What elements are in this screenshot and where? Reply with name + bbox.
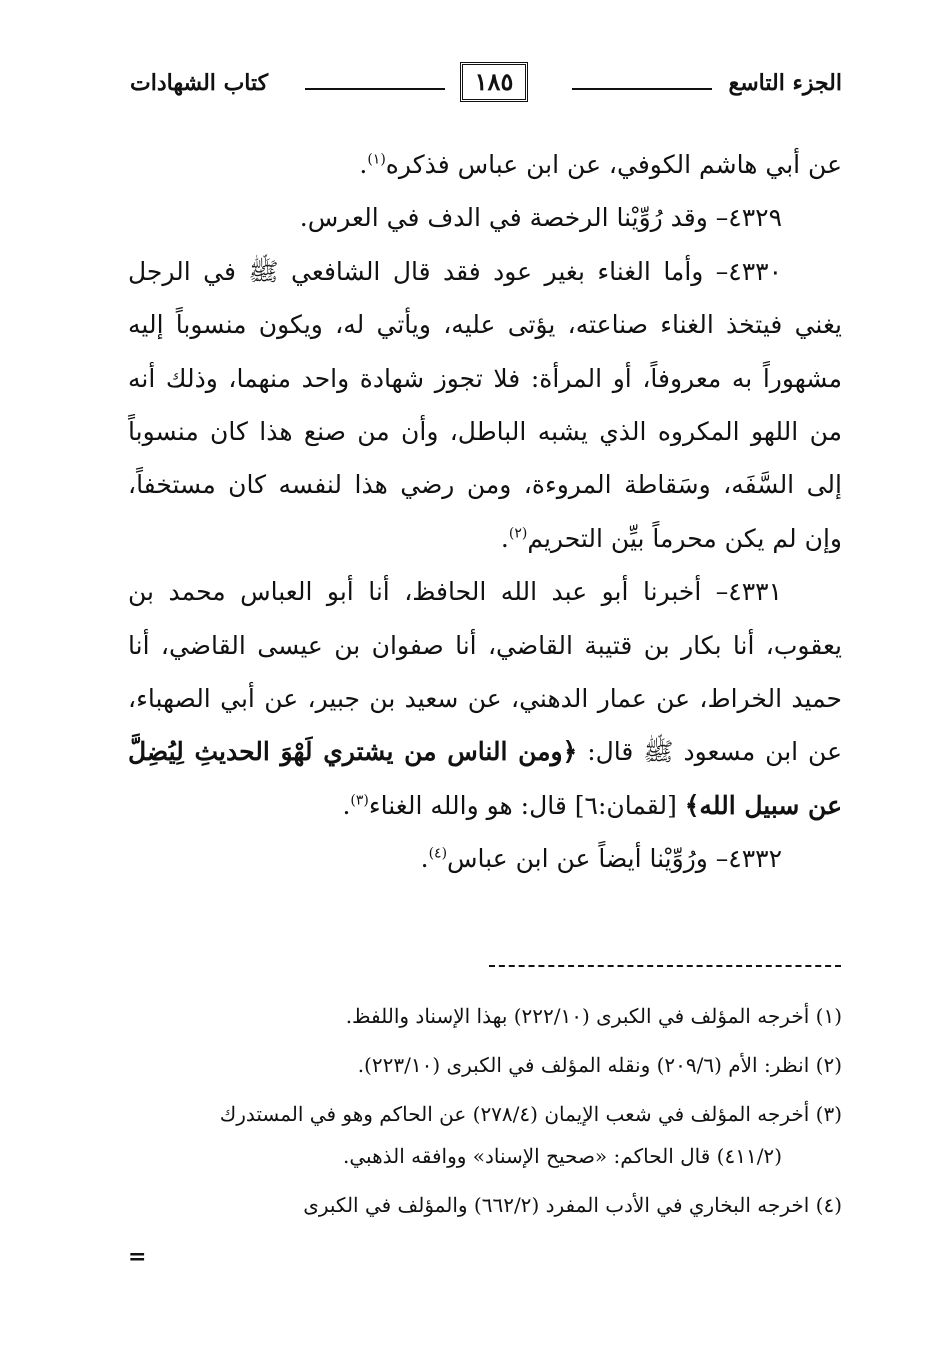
quran-verse: ﴿ومن الناس من يشتري لَهْوَ الحديثِ لِيُضِلَّ عن سبيل الله﴾ <box>128 737 842 820</box>
footnote-2: (٢) انظر: الأم (٢٠٩/٦) ونقله المؤلف في الكبرى (٢٢٣/١٠). <box>357 1053 842 1077</box>
paragraph-4329: ٤٣٢٩– وقد رُوِّيْنا الرخصة في الدف في العرس. <box>299 203 782 233</box>
footnote-1: (١) أخرجه المؤلف في الكبرى (٢٢٢/١٠) بهذا الإسناد واللفظ. <box>345 1004 842 1028</box>
main-text <box>128 138 842 886</box>
footnote-4: (٤) اخرجه البخاري في الأدب المفرد (٦٦٢/٢) والمؤلف في الكبرى <box>303 1193 842 1217</box>
footnote-ref-2: (٢) <box>508 525 528 542</box>
footnote-3: (٣) أخرجه المؤلف في شعب الإيمان (٢٧٨/٤) عن الحاكم وهو في المستدرك <box>219 1102 842 1126</box>
page-number: ١٨٥ <box>460 62 528 102</box>
paragraph-4330: ٤٣٣٠– وأما الغناء بغير عود فقد قال الشافعي ﷺ في الرجل يغني فيتخذ الغناء صناعته، يؤتى عليه، ويأتي له، ويكون منسوباً إليه مشهوراً به معروفاً، أو المرأة: فلا تجوز شهادة واحد منهما، وذلك أنه من اللهو المكروه الذي يشبه الباطل، وأن من صنع هذا كان منسوباً إلى السَّفَه، وسَقاطة المروءة، ومن رضي هذا لنفسه كان مستخفاً، وإن لم يكن محرماً بيِّن التحريم$^{(٢)}$. <box>128 256 842 553</box>
continuation-mark: = <box>128 1244 147 1270</box>
footnotes <box>128 995 842 1233</box>
page-header <box>130 60 842 110</box>
paragraph-4331: ٤٣٣١– أخبرنا أبو عبد الله الحافظ، أنا أبو العباس محمد بن يعقوب، أنا بكار بن قتيبة القاضي، أنا صفوان بن عيسى القاضي، أنا حميد الخراط، عن عمار الدهني، عن سعيد بن جبير، عن أبي الصهباء، عن ابن مسعود ﷺ قال: ﴿ومن الناس من يشتري لَهْوَ الحديثِ لِيُضِلَّ عن سبيل الله﴾ [لقمان:٦] قال: هو والله الغناء$^{(٣)}$. <box>128 577 842 820</box>
footnote-divider <box>489 965 841 967</box>
footnote-ref-1: (١) <box>367 151 386 168</box>
paragraph-0: عن أبي هاشم الكوفي، عن ابن عباس فذكره$^{(١)}$. <box>359 150 842 179</box>
paragraph-4332: ٤٣٣٢– ورُوِّيْنا أيضاً عن ابن عباس$^{(٤)}$. <box>420 844 782 874</box>
header-rule-right <box>572 88 712 90</box>
book-title: كتاب الشهادات <box>130 70 269 96</box>
footnote-3-continued: (٤١١/٢) قال الحاكم: «صحيح الإسناد» ووافقه الذهبي. <box>343 1144 782 1168</box>
header-rule-left <box>305 88 445 90</box>
volume-label: الجزء التاسع <box>728 70 842 96</box>
footnote-ref-3: (٣) <box>350 792 369 809</box>
footnote-ref-4: (٤) <box>428 845 448 862</box>
